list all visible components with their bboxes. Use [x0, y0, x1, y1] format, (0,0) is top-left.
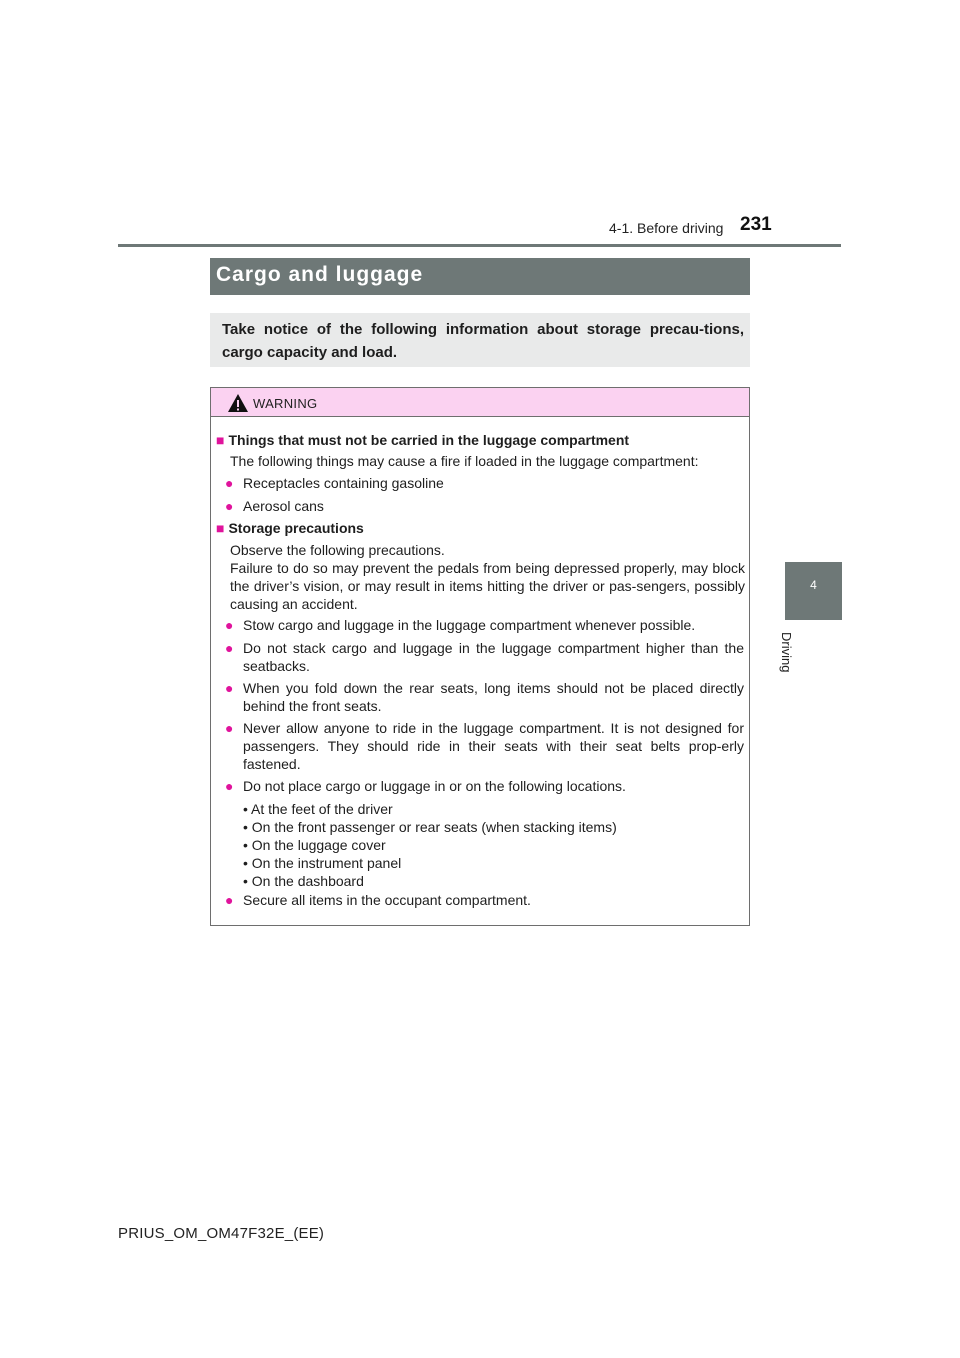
page-number: 231: [740, 214, 772, 235]
bullet-marker: ●: [225, 617, 234, 633]
heading-square-marker: ■: [216, 432, 225, 448]
list-item-text: Do not place cargo or luggage in or on the following locations.: [243, 778, 626, 794]
header-divider: [118, 244, 841, 247]
warning-header: [211, 388, 749, 417]
heading-square-marker: ■: [216, 520, 225, 536]
chapter-tab: [785, 562, 842, 620]
section-heading-text: Things that must not be carried in the luggage compartment: [228, 432, 630, 448]
warning-label: WARNING: [253, 396, 318, 411]
header-section-title: 4-1. Before driving: [609, 220, 724, 236]
list-item-text: Do not stack cargo and luggage in the luggage compartment higher than the seatbacks.: [243, 640, 744, 674]
bullet-marker: ●: [225, 475, 234, 491]
bullet-marker: ●: [225, 720, 234, 736]
intro-box: [210, 313, 750, 367]
location-item: • At the feet of the driver: [243, 801, 393, 817]
list-item-text: Receptacles containing gasoline: [243, 475, 444, 491]
section-paragraph: Observe the following precautions.: [230, 542, 445, 558]
document-code: PRIUS_OM_OM47F32E_(EE): [118, 1225, 325, 1242]
location-item: • On the luggage cover: [243, 837, 386, 853]
title-bar: [210, 258, 750, 295]
chapter-label-wrapper: [779, 632, 804, 682]
chapter-label: Driving: [779, 632, 794, 673]
section-heading-text: Storage precautions: [228, 520, 364, 536]
location-item: • On the instrument panel: [243, 855, 402, 871]
bullet-marker: ●: [225, 892, 234, 908]
list-item-text: When you fold down the rear seats, long items should not be placed directly behind the front seats.: [243, 680, 744, 714]
intro-text: Take notice of the following information about storage precau-tions, cargo capacity and load.: [222, 321, 744, 361]
bullet-marker: ●: [225, 680, 234, 696]
page-title: Cargo and luggage: [216, 263, 424, 286]
section-paragraph: The following things may cause a fire if loaded in the luggage compartment:: [230, 453, 699, 469]
location-item: • On the dashboard: [243, 873, 364, 889]
section-heading-storage-precautions: [216, 519, 364, 537]
bullet-marker: ●: [225, 778, 234, 794]
bullet-marker: ●: [225, 498, 234, 514]
warning-triangle-icon: [227, 393, 249, 413]
section-paragraph: Failure to do so may prevent the pedals from being depressed properly, may block the driver’s vision, or may result in items hitting the driver or pas-sengers, possibly causing an accident.: [230, 560, 745, 612]
list-item-text: Never allow anyone to ride in the luggage compartment. It is not designed for passengers. They should ride in their seats with their seat belts prop-erly fastened.: [243, 720, 744, 772]
chapter-number: 4: [810, 578, 817, 592]
list-item-text: Secure all items in the occupant compartment.: [243, 892, 531, 908]
section-heading-prohibited-items: [216, 431, 629, 449]
warning-box: [210, 387, 750, 926]
location-item: • On the front passenger or rear seats (when stacking items): [243, 819, 617, 835]
list-item-text: Stow cargo and luggage in the luggage compartment whenever possible.: [243, 617, 696, 633]
bullet-marker: ●: [225, 640, 234, 656]
list-item-text: Aerosol cans: [243, 498, 324, 514]
